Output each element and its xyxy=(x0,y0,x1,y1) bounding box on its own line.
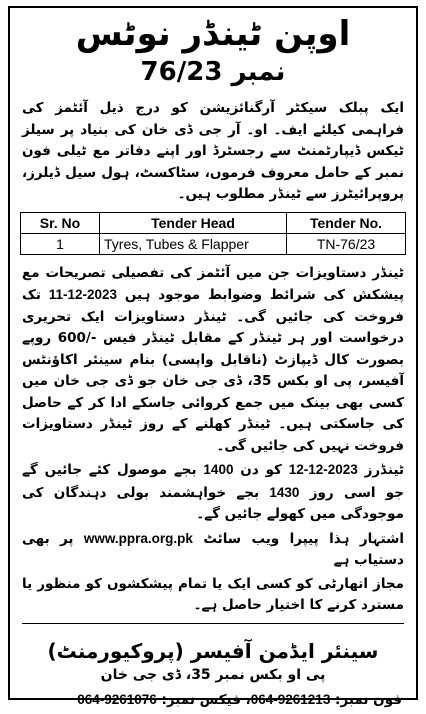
phone-number: 064-9261213 xyxy=(250,691,331,707)
col-header-tender-head: Tender Head xyxy=(100,212,287,233)
p2-text-c: بجے موصول کئے جائیں گے جو اسی روز xyxy=(22,462,404,501)
p2-text-d: بجے خواہشمند بولی دہندگان کی موجودگی میں کھولے جائیں گے۔ xyxy=(22,484,404,522)
p3-text-b: پر بھی دستیاب ہے xyxy=(22,530,404,568)
notice-number-label: نمبر xyxy=(231,57,286,87)
paragraph-authority: مجاز اتھارٹی کو کسی ایک یا تمام پیشکشوں کو منظور یا مسترد کرنے کا اختیار حاصل ہے۔ xyxy=(22,575,404,613)
notice-number-value: 76/23 xyxy=(140,57,223,87)
footer-divider xyxy=(22,623,404,624)
notice-title: اوپن ٹینڈر نوٹس xyxy=(75,14,351,54)
p1-text-a: ٹینڈر دستاویزات جن میں آئٹمز کی تفصیلی تصریحات مع پیشکش کی شرائط وضوابط موجود ہیں xyxy=(22,264,405,303)
paragraph-submission xyxy=(22,459,404,526)
paragraph-website xyxy=(22,528,404,572)
col-header-sr-no: Sr. No xyxy=(21,212,100,233)
p2-text-a: ٹینڈرز xyxy=(364,462,405,478)
cell-sr-no: 1 xyxy=(21,233,100,254)
sale-end-date: 11-12-2023 xyxy=(48,287,118,302)
cell-tender-no: TN-76/23 xyxy=(287,233,406,254)
notice-number xyxy=(10,56,416,88)
paragraph-documents xyxy=(22,263,404,458)
cell-tender-head: Tyres, Tubes & Flapper xyxy=(100,233,287,254)
contact-line: فون نمبر: 064-9261213، فیکس نمبر: 064-9261076 xyxy=(77,691,402,708)
intro-paragraph: ایک پبلک سیکٹر آرگنائزیشن کو درج ذیل آئٹمز کی فراہمی کیلئے ایف۔ او۔ آر جی ڈی خان کی بنیاد پر سیلز ٹیکس ڈیپارٹمنٹ سے رجسٹرڈ اور اپنے دفاتر مع ٹیلی فون نمبر کے حامل معروف فرموں، سٹاکسٹ، ہول سیل ڈیلرز، پروپرائیٹرز سے ٹینڈر مطلوب ہیں۔ xyxy=(22,100,404,202)
p3-text-a: اشتہار ہذا پیپرا ویب سائٹ xyxy=(203,530,405,547)
officer-address: پی او بکس نمبر 35، ڈی جی خان xyxy=(100,666,326,683)
officer-title: سینئر ایڈمن آفیسر (پروکیورمنٹ) xyxy=(47,638,379,663)
phone-label: فون نمبر xyxy=(340,691,402,708)
submission-date: 12-12-2023 xyxy=(288,462,358,477)
submission-time: 1400 xyxy=(203,462,234,477)
notice-body xyxy=(10,263,416,617)
p2-text-b: کو دن xyxy=(240,462,282,478)
fax-label: فیکس نمبر xyxy=(166,691,241,708)
table-row xyxy=(21,233,406,254)
opening-time: 1430 xyxy=(269,484,300,500)
ppra-link[interactable]: www.ppra.org.pk xyxy=(83,530,193,546)
tender-table-header-row xyxy=(21,212,406,233)
fax-number: 064-9261076 xyxy=(77,691,157,707)
tender-notice xyxy=(8,6,418,708)
p1-text-b: تک فروخت کی جائیں گی۔ ٹینڈر دستاویزات ایک تحریری درخواست اور ہر ٹینڈر کے مقابل ٹینڈر فیس -/600 روپے بصورت کال ڈیپازٹ (ناقابل واپسی) بنام سینئر اکاؤنٹس آفیسر، پی او بکس 35، ڈی جی خان جو ڈی جی خان میں کسی بھی بینک میں جمع کروائی جاسکے ادا کر کے حاصل کی جاسکتی ہیں۔ ٹینڈر کھلنے کے روز ٹینڈر دستاویزات فروخت نہیں کی جائیں گی۔ xyxy=(22,287,404,454)
tender-table xyxy=(20,212,406,255)
col-header-tender-no: Tender No. xyxy=(287,212,406,233)
